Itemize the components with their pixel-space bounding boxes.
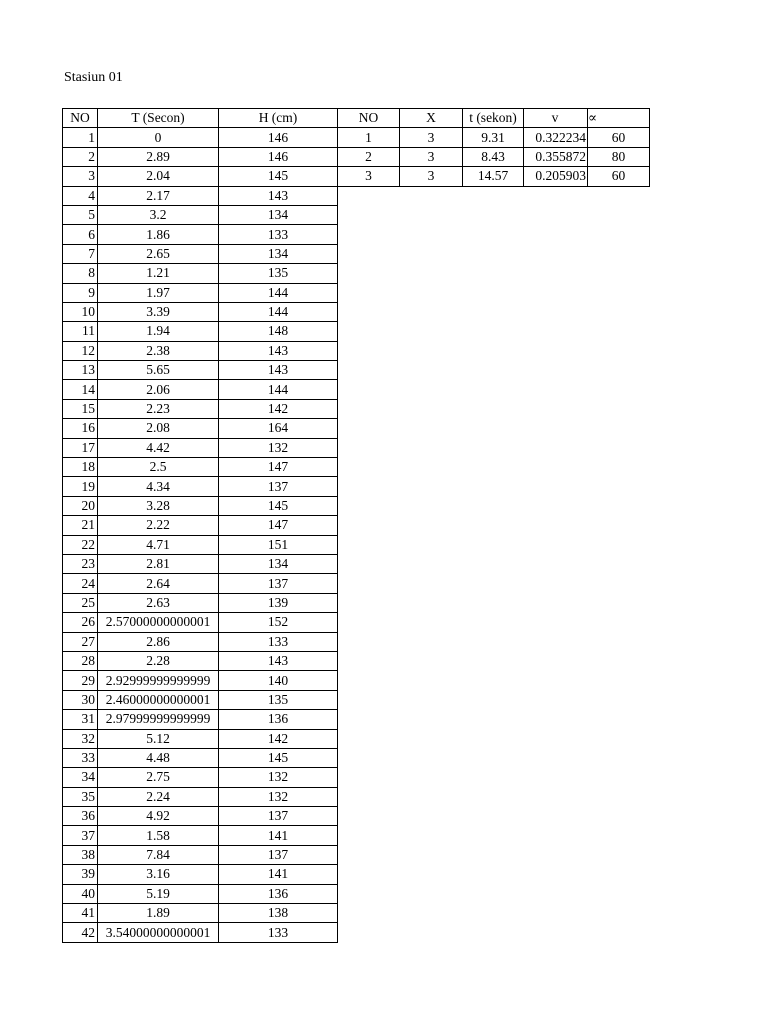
table-cell: 23 <box>63 554 98 573</box>
table-cell: 4.42 <box>98 438 219 457</box>
table-cell: 32 <box>63 729 98 748</box>
table-cell: 145 <box>219 496 338 515</box>
table-row <box>63 729 338 748</box>
table-header-row <box>63 109 338 128</box>
table-cell: 142 <box>219 399 338 418</box>
table-cell: 1 <box>338 128 400 147</box>
table-row <box>63 904 338 923</box>
table-cell: 137 <box>219 845 338 864</box>
table-cell: 4.34 <box>98 477 219 496</box>
table-cell: 14 <box>63 380 98 399</box>
table-cell: 18 <box>63 458 98 477</box>
table-row <box>63 768 338 787</box>
table-cell: 2.89 <box>98 147 219 166</box>
column-header: H (cm) <box>219 109 338 128</box>
table-row <box>63 147 338 166</box>
table-cell: 146 <box>219 147 338 166</box>
table-row <box>63 613 338 632</box>
table-cell: 3.16 <box>98 865 219 884</box>
table-cell: 137 <box>219 807 338 826</box>
table-row <box>63 399 338 418</box>
data-table-velocity <box>337 108 650 187</box>
table-cell: 80 <box>588 147 650 166</box>
table-cell: 1.97 <box>98 283 219 302</box>
table-cell: 2.97999999999999 <box>98 710 219 729</box>
table-cell: 12 <box>63 341 98 360</box>
table-cell: 133 <box>219 923 338 942</box>
table-cell: 3 <box>338 167 400 186</box>
table-cell: 0.355872 <box>524 147 588 166</box>
table-cell: 31 <box>63 710 98 729</box>
table-row <box>63 244 338 263</box>
table-cell: 17 <box>63 438 98 457</box>
column-header: v <box>524 109 588 128</box>
table-cell: 8 <box>63 264 98 283</box>
table-cell: 4 <box>63 186 98 205</box>
table-cell: 4.92 <box>98 807 219 826</box>
table-cell: 144 <box>219 302 338 321</box>
table-cell: 10 <box>63 302 98 321</box>
table-cell: 16 <box>63 419 98 438</box>
table-row <box>63 826 338 845</box>
table-cell: 14.57 <box>463 167 524 186</box>
table-cell: 2.06 <box>98 380 219 399</box>
table-cell: 39 <box>63 865 98 884</box>
table-cell: 147 <box>219 458 338 477</box>
column-header: NO <box>63 109 98 128</box>
table-cell: 9.31 <box>463 128 524 147</box>
table-row <box>63 128 338 147</box>
table-cell: 3.39 <box>98 302 219 321</box>
table-cell: 26 <box>63 613 98 632</box>
table-cell: 145 <box>219 748 338 767</box>
table-cell: 2.5 <box>98 458 219 477</box>
table-cell: 133 <box>219 632 338 651</box>
table-cell: 2.81 <box>98 554 219 573</box>
table-cell: 13 <box>63 361 98 380</box>
table-cell: 148 <box>219 322 338 341</box>
table-cell: 27 <box>63 632 98 651</box>
table-cell: 143 <box>219 361 338 380</box>
table-row <box>63 361 338 380</box>
table-cell: 132 <box>219 438 338 457</box>
table-cell: 4.48 <box>98 748 219 767</box>
table-row <box>63 748 338 767</box>
table-cell: 145 <box>219 167 338 186</box>
table-cell: 37 <box>63 826 98 845</box>
table-row <box>63 787 338 806</box>
table-cell: 2.92999999999999 <box>98 671 219 690</box>
table-cell: 137 <box>219 477 338 496</box>
table-cell: 142 <box>219 729 338 748</box>
table-row <box>63 651 338 670</box>
table-row <box>63 322 338 341</box>
table-cell: 5 <box>63 205 98 224</box>
table-cell: 2.04 <box>98 167 219 186</box>
table-cell: 0.322234 <box>524 128 588 147</box>
table-cell: 34 <box>63 768 98 787</box>
table-header-row <box>338 109 650 128</box>
table-cell: 0 <box>98 128 219 147</box>
table-cell: 7 <box>63 244 98 263</box>
table-cell: 3 <box>63 167 98 186</box>
table-cell: 132 <box>219 768 338 787</box>
table-row <box>63 554 338 573</box>
table-cell: 2.46000000000001 <box>98 690 219 709</box>
table-row <box>63 632 338 651</box>
table-row <box>338 167 650 186</box>
table-cell: 4.71 <box>98 535 219 554</box>
table-cell: 36 <box>63 807 98 826</box>
table-cell: 2.23 <box>98 399 219 418</box>
table-cell: 11 <box>63 322 98 341</box>
table-cell: 147 <box>219 516 338 535</box>
data-table-stasiun <box>62 108 338 943</box>
table-row <box>63 807 338 826</box>
table-cell: 24 <box>63 574 98 593</box>
table-cell: 3 <box>400 147 463 166</box>
table-cell: 134 <box>219 554 338 573</box>
table-cell: 1.89 <box>98 904 219 923</box>
table-cell: 2.86 <box>98 632 219 651</box>
table-cell: 3 <box>400 167 463 186</box>
table-cell: 2.63 <box>98 593 219 612</box>
table-cell: 1.86 <box>98 225 219 244</box>
table-cell: 3.54000000000001 <box>98 923 219 942</box>
table-cell: 2.08 <box>98 419 219 438</box>
table-cell: 136 <box>219 710 338 729</box>
table-row <box>63 458 338 477</box>
table-cell: 133 <box>219 225 338 244</box>
table-cell: 140 <box>219 671 338 690</box>
column-header: T (Secon) <box>98 109 219 128</box>
table-cell: 35 <box>63 787 98 806</box>
table-row <box>63 283 338 302</box>
table-row <box>63 845 338 864</box>
table-cell: 5.65 <box>98 361 219 380</box>
table-cell: 2.57000000000001 <box>98 613 219 632</box>
table-cell: 1.58 <box>98 826 219 845</box>
table-row <box>338 128 650 147</box>
table-cell: 144 <box>219 283 338 302</box>
table-cell: 2.65 <box>98 244 219 263</box>
table-cell: 1.21 <box>98 264 219 283</box>
table-row <box>63 225 338 244</box>
table-cell: 29 <box>63 671 98 690</box>
table-row <box>63 186 338 205</box>
table-row <box>63 884 338 903</box>
table-cell: 152 <box>219 613 338 632</box>
table-row <box>63 690 338 709</box>
table-cell: 2.38 <box>98 341 219 360</box>
table-cell: 134 <box>219 244 338 263</box>
table-row <box>63 205 338 224</box>
table-row <box>63 167 338 186</box>
table-cell: 60 <box>588 167 650 186</box>
table-row <box>63 535 338 554</box>
table-cell: 25 <box>63 593 98 612</box>
table-cell: 137 <box>219 574 338 593</box>
table-cell: 0.205903 <box>524 167 588 186</box>
table-cell: 8.43 <box>463 147 524 166</box>
table-cell: 5.19 <box>98 884 219 903</box>
table-row <box>63 264 338 283</box>
table-row <box>63 341 338 360</box>
table-cell: 164 <box>219 419 338 438</box>
table-cell: 143 <box>219 341 338 360</box>
table-cell: 3.28 <box>98 496 219 515</box>
column-header: NO <box>338 109 400 128</box>
table-cell: 136 <box>219 884 338 903</box>
table-cell: 42 <box>63 923 98 942</box>
table-cell: 141 <box>219 865 338 884</box>
table-row <box>63 302 338 321</box>
table-cell: 15 <box>63 399 98 418</box>
table-cell: 2.24 <box>98 787 219 806</box>
table-cell: 144 <box>219 380 338 399</box>
table-cell: 6 <box>63 225 98 244</box>
table-cell: 138 <box>219 904 338 923</box>
table-cell: 22 <box>63 535 98 554</box>
table-row <box>63 710 338 729</box>
table-row <box>63 574 338 593</box>
column-header: X <box>400 109 463 128</box>
table-cell: 2.64 <box>98 574 219 593</box>
table-row <box>63 496 338 515</box>
table-cell: 20 <box>63 496 98 515</box>
table-cell: 21 <box>63 516 98 535</box>
table-cell: 7.84 <box>98 845 219 864</box>
table-row <box>63 671 338 690</box>
table-cell: 135 <box>219 264 338 283</box>
table-row <box>338 147 650 166</box>
table-row <box>63 593 338 612</box>
table-cell: 141 <box>219 826 338 845</box>
table-cell: 143 <box>219 651 338 670</box>
table-cell: 9 <box>63 283 98 302</box>
column-header: ∝ <box>588 109 650 128</box>
table-cell: 2.28 <box>98 651 219 670</box>
table-row <box>63 516 338 535</box>
table-cell: 3.2 <box>98 205 219 224</box>
table-cell: 143 <box>219 186 338 205</box>
table-cell: 139 <box>219 593 338 612</box>
table-row <box>63 865 338 884</box>
table-cell: 134 <box>219 205 338 224</box>
table-cell: 146 <box>219 128 338 147</box>
table-cell: 2 <box>338 147 400 166</box>
table-cell: 41 <box>63 904 98 923</box>
table-cell: 1 <box>63 128 98 147</box>
table-row <box>63 438 338 457</box>
table-cell: 30 <box>63 690 98 709</box>
table-cell: 40 <box>63 884 98 903</box>
table-cell: 33 <box>63 748 98 767</box>
table-cell: 3 <box>400 128 463 147</box>
table-cell: 2.22 <box>98 516 219 535</box>
table-row <box>63 419 338 438</box>
column-header: t (sekon) <box>463 109 524 128</box>
table-row <box>63 380 338 399</box>
table-cell: 132 <box>219 787 338 806</box>
table-cell: 1.94 <box>98 322 219 341</box>
table-cell: 60 <box>588 128 650 147</box>
table-cell: 19 <box>63 477 98 496</box>
table-cell: 38 <box>63 845 98 864</box>
table-cell: 151 <box>219 535 338 554</box>
table-cell: 135 <box>219 690 338 709</box>
table-cell: 2 <box>63 147 98 166</box>
table-row <box>63 477 338 496</box>
table-cell: 2.75 <box>98 768 219 787</box>
table-cell: 5.12 <box>98 729 219 748</box>
table-cell: 28 <box>63 651 98 670</box>
page-title: Stasiun 01 <box>64 70 123 85</box>
table-cell: 2.17 <box>98 186 219 205</box>
table-row <box>63 923 338 942</box>
